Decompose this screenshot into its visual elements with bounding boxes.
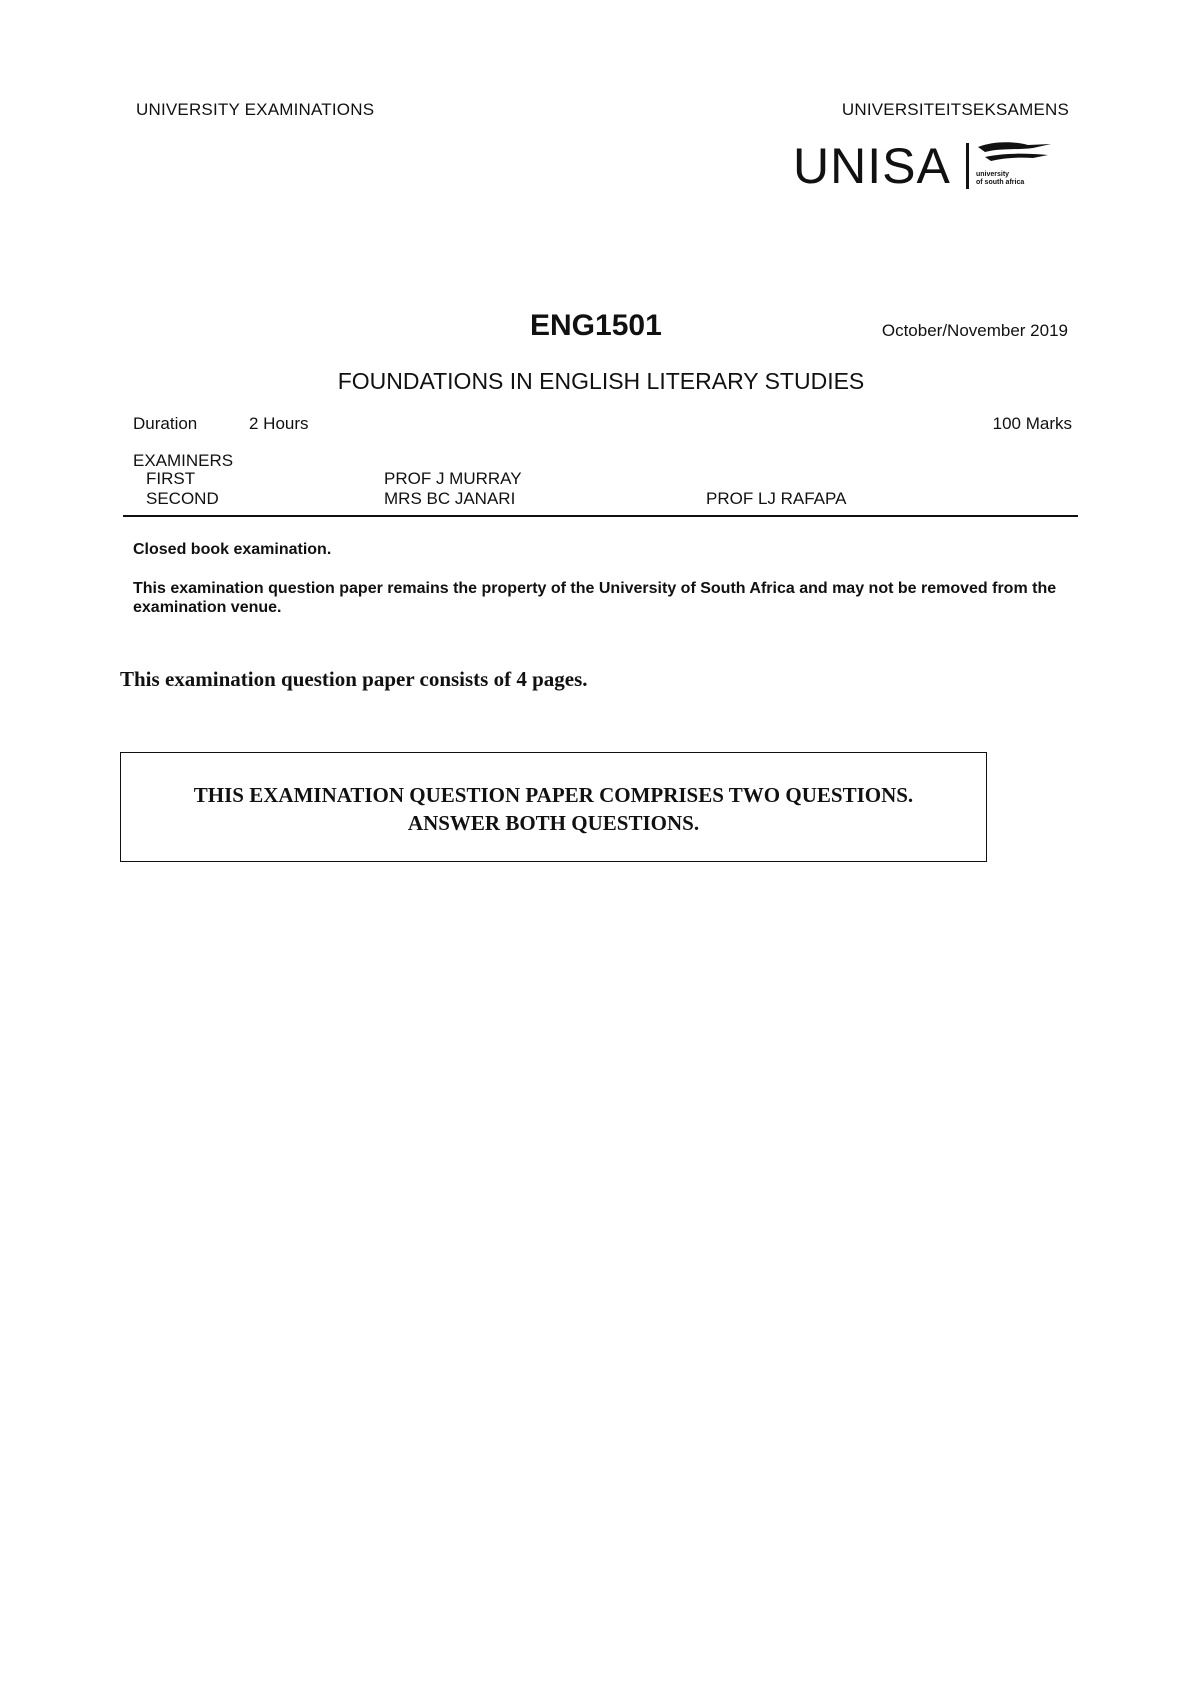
- second-examiner-label: SECOND: [146, 489, 219, 508]
- duration-value: 2 Hours: [249, 414, 309, 433]
- exam-session: October/November 2019: [881, 321, 1068, 340]
- header-right: UNIVERSITEITSEKSAMENS: [841, 100, 1069, 119]
- total-marks: 100 Marks: [992, 414, 1072, 433]
- property-note: This examination question paper remains the property of the University of South Africa and may not be removed from the examination venue.: [133, 580, 1057, 616]
- instruction-text: [121, 781, 986, 837]
- module-title-text: FOUNDATIONS IN ENGLISH LITERARY STUDIES: [337, 368, 865, 394]
- module-code: ENG1501: [530, 309, 662, 342]
- first-examiner-label: FIRST: [146, 469, 196, 488]
- logo-divider: [966, 143, 969, 189]
- second-examiner-name-1: MRS BC JANARI: [384, 489, 516, 508]
- closed-book-note: Closed book examination.: [133, 541, 332, 558]
- page-count-note: This examination question paper consists of 4 pages.: [120, 667, 588, 691]
- logo-wordmark: UNISA: [793, 138, 951, 194]
- first-examiner-name: PROF J MURRAY: [384, 469, 522, 488]
- second-examiner-name-2: PROF LJ RAFAPA: [706, 489, 847, 508]
- logo-tagline-2: of south africa: [976, 179, 1025, 186]
- unisa-logo: [793, 135, 1058, 197]
- logo-tagline: [976, 171, 1024, 187]
- duration-label: Duration: [133, 414, 198, 433]
- instruction-line-2: ANSWER BOTH QUESTIONS.: [407, 811, 700, 835]
- logo-wave-icon: [973, 139, 1053, 169]
- module-title: [0, 368, 1200, 395]
- instruction-box: [120, 752, 987, 862]
- logo-tagline-1: university: [976, 171, 1010, 178]
- instruction-line-1: THIS EXAMINATION QUESTION PAPER COMPRISES TWO QUESTIONS.: [193, 783, 914, 807]
- header-divider: [123, 515, 1078, 517]
- examiners-heading: EXAMINERS: [133, 451, 234, 470]
- header-left: UNIVERSITY EXAMINATIONS: [136, 100, 375, 119]
